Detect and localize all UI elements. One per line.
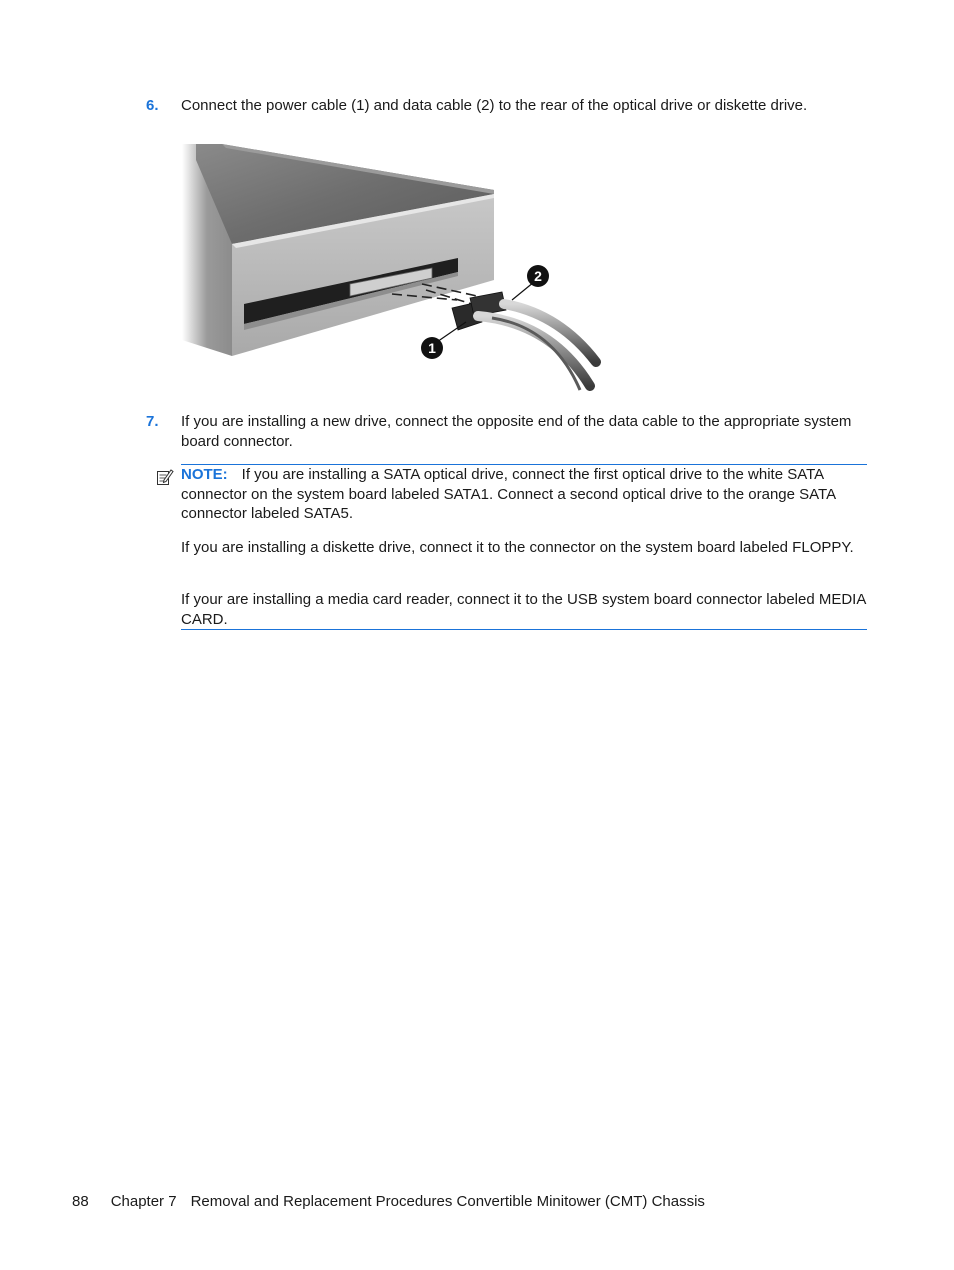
- note-body: If you are installing a SATA optical drive, connect the first optical drive to the white SATA connector on the system board labeled SATA1. Connect a second optical drive to the orange SATA connector labeled SATA5.: [181, 466, 836, 522]
- callout-2-icon: [527, 265, 549, 287]
- callout-1-label: 1: [428, 340, 436, 356]
- step-number: 7.: [146, 413, 159, 430]
- page-footer: [72, 1192, 705, 1212]
- callout-1-icon: [421, 337, 443, 359]
- drive-cable-illustration: [182, 140, 602, 392]
- step-number: 6.: [146, 97, 159, 114]
- note-text: [181, 465, 871, 524]
- note-paragraph: If your are installing a media card reader, connect it to the USB system board connector labeled MEDIA CARD.: [181, 591, 866, 628]
- footer-chapter: Chapter 7: [110, 1193, 177, 1210]
- note-icon: [156, 468, 174, 486]
- note-bottom-rule: [181, 629, 867, 630]
- page-number: 88: [72, 1193, 89, 1210]
- callout-2-label: 2: [534, 268, 542, 284]
- step-text: If you are installing a new drive, connect the opposite end of the data cable to the appropriate system board connector.: [181, 413, 852, 450]
- note-paragraph: If you are installing a diskette drive, connect it to the connector on the system board labeled FLOPPY.: [181, 539, 854, 556]
- note-label: NOTE:: [181, 466, 228, 483]
- step-text: Connect the power cable (1) and data cable (2) to the rear of the optical drive or diskette drive.: [181, 97, 808, 114]
- footer-title: Removal and Replacement Procedures Convertible Minitower (CMT) Chassis: [190, 1193, 705, 1210]
